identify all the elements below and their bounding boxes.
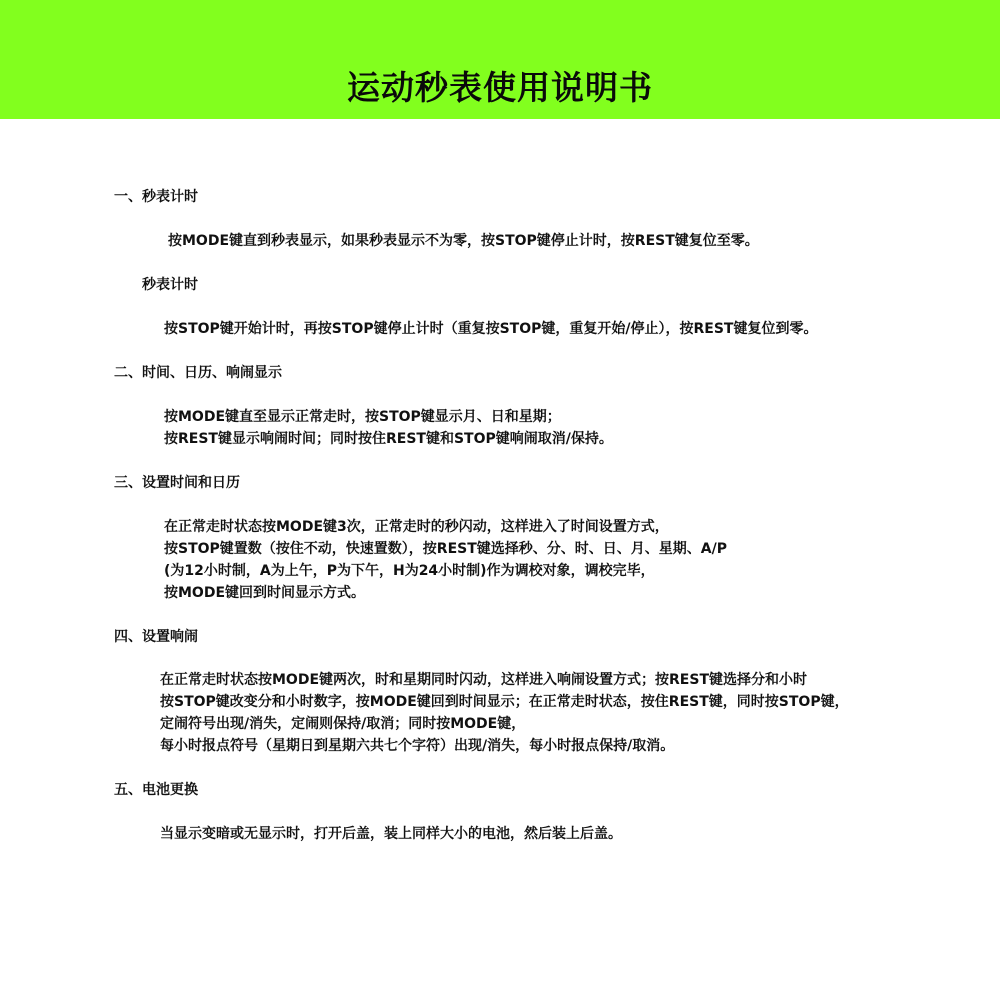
section-text-line: 按STOP键开始计时，再按STOP键停止计时（重复按STOP键，重复开始/停止），按REST键复位到零。: [164, 321, 818, 337]
section-text-line: 在正常走时状态按MODE键两次，时和星期同时闪动，这样进入响闹设置方式；按REST键选择分和小时: [160, 672, 807, 688]
section-text-line: 按MODE键回到时间显示方式。: [164, 585, 366, 601]
section-text-line: 按MODE键直至显示正常走时，按STOP键显示月、日和星期；: [164, 409, 561, 425]
section-text-line: 定闹符号出现/消失，定闹则保持/取消；同时按MODE键，: [160, 716, 526, 732]
page-title: 运动秒表使用说明书: [347, 68, 653, 107]
section-text-line: 按STOP键改变分和小时数字，按MODE键回到时间显示；在正常走时状态，按住REST键，同时按STOP键，: [160, 694, 849, 710]
section-text-line: 按STOP键置数（按住不动，快速置数），按REST键选择秒、分、时、日、月、星期、A/P: [164, 541, 727, 557]
section-text-line: 每小时报点符号（星期日到星期六共七个字符）出现/消失，每小时报点保持/取消。: [160, 738, 675, 754]
section-heading-stopwatch: 一、秒表计时: [114, 189, 198, 205]
section-text-line: (为12小时制，A为上午，P为下午，H为24小时制)作为调校对象，调校完毕，: [164, 563, 655, 579]
section-heading-set-alarm: 四、设置响闹: [114, 629, 198, 645]
section-text-line: 当显示变暗或无显示时，打开后盖，装上同样大小的电池，然后装上后盖。: [160, 826, 622, 842]
section-text-line: 按MODE键直到秒表显示，如果秒表显示不为零，按STOP键停止计时，按REST键复位至零。: [168, 233, 759, 249]
section-heading-battery: 五、电池更换: [114, 782, 198, 798]
section-text-line: 在正常走时状态按MODE键3次，正常走时的秒闪动，这样进入了时间设置方式，: [164, 519, 669, 535]
section-heading-time-calendar-alarm: 二、时间、日历、响闹显示: [114, 365, 282, 381]
subheading-stopwatch-timing: 秒表计时: [142, 277, 198, 293]
section-heading-set-time: 三、设置时间和日历: [114, 475, 240, 491]
section-text-line: 按REST键显示响闹时间；同时按住REST键和STOP键响闹取消/保持。: [164, 431, 613, 447]
